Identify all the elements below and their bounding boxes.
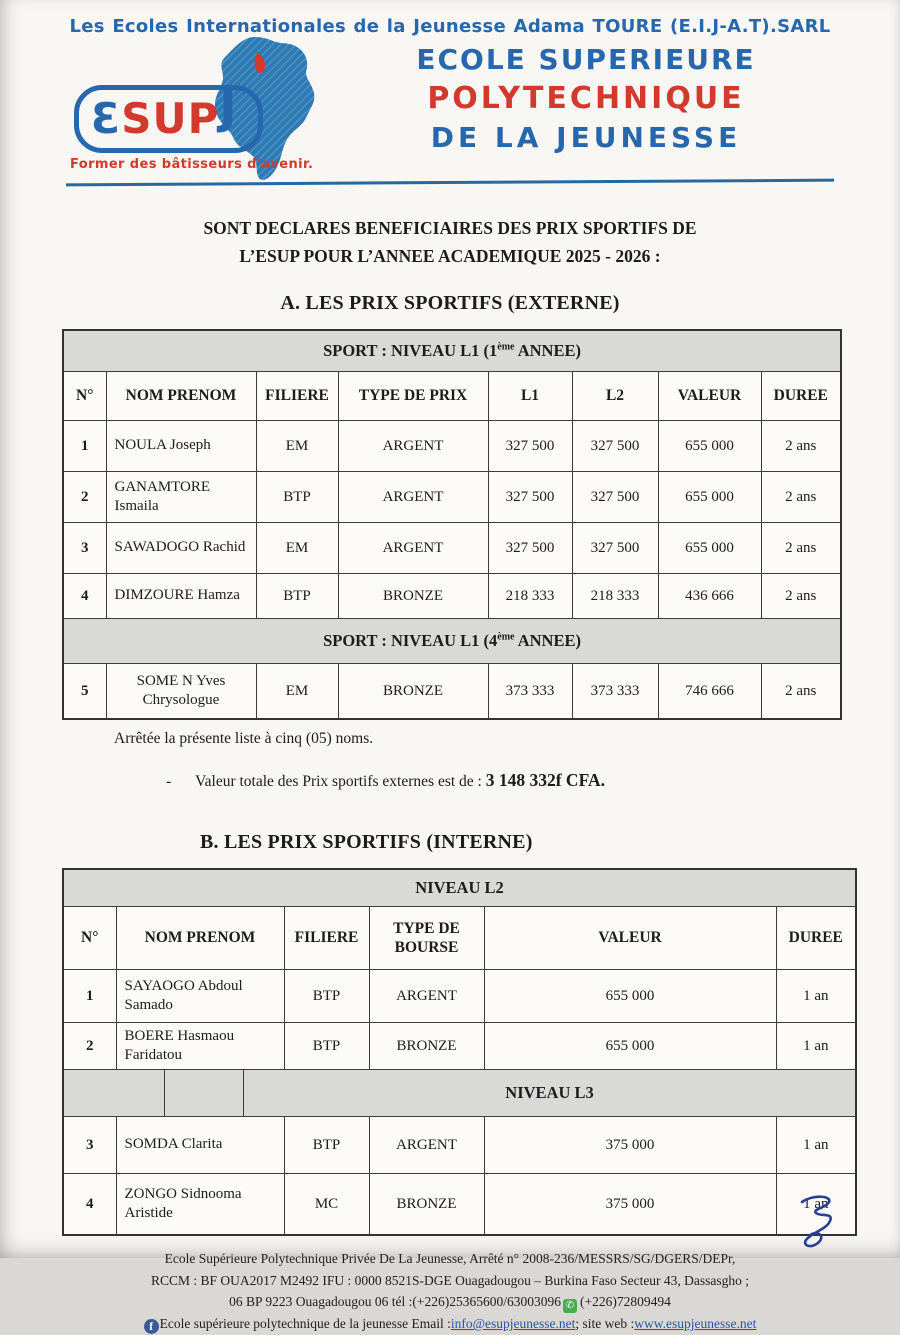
row-l2: 218 333 (572, 574, 658, 619)
col-header-name: NOM PRENOM (106, 372, 256, 421)
table-row (63, 421, 841, 472)
group-header-l3: NIVEAU L3 (505, 1083, 594, 1102)
col-header-filiere: FILIERE (284, 907, 369, 970)
table-row (63, 970, 856, 1023)
row-valeur: 436 666 (658, 574, 761, 619)
declaration-line2: L’ESUP POUR L’ANNEE ACADEMIQUE 2025 - 2026 : (239, 246, 661, 266)
total-label: Valeur totale des Prix sportifs externes est de : (195, 773, 486, 790)
table-row (63, 1174, 856, 1236)
logo-tagline: Former des bâtisseurs d'avenir. (70, 157, 314, 172)
group-header-text-end: ANNEE) (514, 631, 581, 650)
signature (784, 1192, 854, 1254)
row-filiere: BTP (284, 970, 369, 1023)
logo-letter-j: J (219, 80, 238, 134)
row-bourse-type: BRONZE (369, 1023, 484, 1070)
row-number: 3 (63, 1117, 116, 1174)
footer-line3-phone: (+226)72809494 (580, 1294, 671, 1310)
table-row (63, 1023, 856, 1070)
letterhead (0, 39, 900, 177)
column-header-row (63, 907, 856, 970)
group-header-row (63, 619, 841, 664)
l3-empty-cell-1 (64, 1070, 165, 1116)
row-bourse-type: ARGENT (369, 970, 484, 1023)
school-name-block (392, 43, 780, 154)
row-number: 4 (63, 574, 106, 619)
row-prize-type: ARGENT (338, 523, 488, 574)
row-prize-type: BRONZE (338, 574, 488, 619)
row-number: 1 (63, 970, 116, 1023)
row-number: 3 (63, 523, 106, 574)
row-number: 4 (63, 1174, 116, 1236)
row-filiere: MC (284, 1174, 369, 1236)
row-number: 5 (63, 664, 106, 720)
row-name: SOMDA Clarita (116, 1117, 284, 1174)
row-valeur: 655 000 (658, 421, 761, 472)
row-l2: 373 333 (572, 664, 658, 720)
l3-empty-cell-2 (165, 1070, 244, 1116)
row-name: SOME N Yves Chrysologue (106, 664, 256, 720)
group-header-row (63, 1070, 856, 1117)
row-valeur: 655 000 (484, 1023, 776, 1070)
table-row (63, 664, 841, 720)
col-header-num: N° (63, 372, 106, 421)
group-header-row (63, 330, 841, 372)
group-header-l1-4 (63, 619, 841, 664)
row-l1: 327 500 (488, 472, 572, 523)
school-name-line3: DE LA JEUNESSE (430, 121, 742, 154)
row-valeur: 655 000 (484, 970, 776, 1023)
group-header-sup: ème (497, 341, 515, 353)
group-header-row (63, 869, 856, 907)
school-name-line2: POLYTECHNIQUE (427, 81, 745, 116)
col-header-type (369, 907, 484, 970)
footer-line1: Ecole Supérieure Polytechnique Privée De La Jeunesse, Arrêté n° 2008-236/MESSRS/SG/DGERS/DEPr, (164, 1251, 736, 1266)
group-header-l2: NIVEAU L2 (63, 869, 856, 907)
col-header-valeur: VALEUR (484, 907, 776, 970)
footer-line3 (45, 1291, 855, 1313)
row-number: 2 (63, 1023, 116, 1070)
col-header-type-line2: BOURSE (394, 939, 459, 956)
total-value: 3 148 332f CFA. (485, 770, 605, 790)
footer-line4-mid: ; site web : (575, 1316, 635, 1332)
group-header-text: SPORT : NIVEAU L1 (4 (323, 631, 498, 650)
row-valeur: 375 000 (484, 1174, 776, 1236)
footer-line4-text: Ecole supérieure polytechnique de la jeunesse Email : (159, 1316, 451, 1332)
esup-logo (68, 33, 398, 183)
internal-prizes-table (62, 868, 857, 1236)
declaration-text (0, 214, 900, 270)
row-bourse-type: ARGENT (369, 1117, 484, 1174)
table-row (63, 472, 841, 523)
col-header-type-line1: TYPE DE (393, 919, 460, 937)
logo-letter-e: Ɛ (91, 94, 122, 143)
col-header-valeur: VALEUR (658, 372, 761, 421)
facebook-icon (144, 1319, 159, 1334)
footer-line2: RCCM : BF OUA2017 M2492 IFU : 0000 8521S-DGE Ouagadougou – Burkina Faso Secteur 43, Dassasgho ; (150, 1272, 750, 1288)
group-header-text-end: ANNEE) (514, 341, 581, 360)
closing-note: Arrêtée la présente liste à cinq (05) noms. (114, 730, 374, 747)
row-name: SAYAOGO Abdoul Samado (116, 970, 284, 1023)
row-duree: 2 ans (761, 574, 841, 619)
row-duree: 1 an (776, 1023, 856, 1070)
group-header-l1-1 (63, 330, 841, 372)
whatsapp-icon (563, 1299, 577, 1313)
row-duree: 1 an (776, 1117, 856, 1174)
document-footer (45, 1248, 855, 1335)
email-link[interactable]: info@esupjeunesse.net (450, 1316, 576, 1332)
row-duree: 2 ans (761, 523, 841, 574)
organization-title: Les Ecoles Internationales de la Jeunesse Adama TOURE (E.I.J-A.T).SARL (69, 16, 831, 37)
section-a-heading: A. LES PRIX SPORTIFS (EXTERNE) (280, 292, 620, 314)
table-row (63, 523, 841, 574)
row-valeur: 746 666 (658, 664, 761, 720)
row-filiere: EM (256, 421, 338, 472)
row-name: SAWADOGO Rachid (106, 523, 256, 574)
row-prize-type: ARGENT (338, 472, 488, 523)
row-l2: 327 500 (572, 472, 658, 523)
row-number: 2 (63, 472, 106, 523)
row-filiere: BTP (256, 574, 338, 619)
row-duree: 1 an (776, 1174, 856, 1236)
row-filiere: EM (256, 523, 338, 574)
column-header-row (63, 372, 841, 421)
row-valeur: 655 000 (658, 472, 761, 523)
col-header-duree: DUREE (761, 372, 841, 421)
row-l1: 373 333 (488, 664, 572, 720)
col-header-duree: DUREE (776, 907, 856, 970)
group-header-l3-cell (63, 1070, 856, 1117)
footer-line4 (45, 1313, 855, 1335)
group-header-text: SPORT : NIVEAU L1 (1 (323, 341, 498, 360)
total-note (166, 770, 900, 791)
row-filiere: BTP (284, 1023, 369, 1070)
col-header-l1: L1 (488, 372, 572, 421)
col-header-type: TYPE DE PRIX (338, 372, 488, 421)
row-valeur: 655 000 (658, 523, 761, 574)
row-l1: 327 500 (488, 421, 572, 472)
row-l1: 327 500 (488, 523, 572, 574)
row-name: NOULA Joseph (106, 421, 256, 472)
col-header-filiere: FILIERE (256, 372, 338, 421)
col-header-num: N° (63, 907, 116, 970)
total-dash: - (166, 773, 172, 790)
row-filiere: BTP (284, 1117, 369, 1174)
school-name-line1: ECOLE SUPERIEURE (416, 43, 756, 76)
row-duree: 2 ans (761, 472, 841, 523)
row-prize-type: BRONZE (338, 664, 488, 720)
row-name: DIMZOURE Hamza (106, 574, 256, 619)
declaration-line1: SONT DECLARES BENEFICIAIRES DES PRIX SPORTIFS DE (203, 218, 697, 238)
logo-letters-sup: SUP (121, 94, 220, 143)
row-duree: 1 an (776, 970, 856, 1023)
row-prize-type: ARGENT (338, 421, 488, 472)
group-header-sup: ème (497, 631, 515, 643)
row-filiere: EM (256, 664, 338, 720)
website-link[interactable]: www.esupjeunesse.net (634, 1316, 757, 1332)
row-name: ZONGO Sidnooma Aristide (116, 1174, 284, 1236)
footer-line3-text: 06 BP 9223 Ouagadougou 06 tél :(+226)25365600/63003096 (229, 1294, 561, 1310)
col-header-l2: L2 (572, 372, 658, 421)
row-number: 1 (63, 421, 106, 472)
row-l2: 327 500 (572, 523, 658, 574)
table-row (63, 1117, 856, 1174)
external-prizes-table (62, 329, 842, 720)
table-row (63, 574, 841, 619)
row-filiere: BTP (256, 472, 338, 523)
col-header-name: NOM PRENOM (116, 907, 284, 970)
row-valeur: 375 000 (484, 1117, 776, 1174)
row-bourse-type: BRONZE (369, 1174, 484, 1236)
row-name: GANAMTORE Ismaila (106, 472, 256, 523)
row-l2: 327 500 (572, 421, 658, 472)
row-name: BOERE Hasmaou Faridatou (116, 1023, 284, 1070)
row-duree: 2 ans (761, 421, 841, 472)
row-duree: 2 ans (761, 664, 841, 720)
esup-wordmark (74, 80, 263, 153)
row-l1: 218 333 (488, 574, 572, 619)
section-b-heading: B. LES PRIX SPORTIFS (INTERNE) (200, 831, 533, 853)
